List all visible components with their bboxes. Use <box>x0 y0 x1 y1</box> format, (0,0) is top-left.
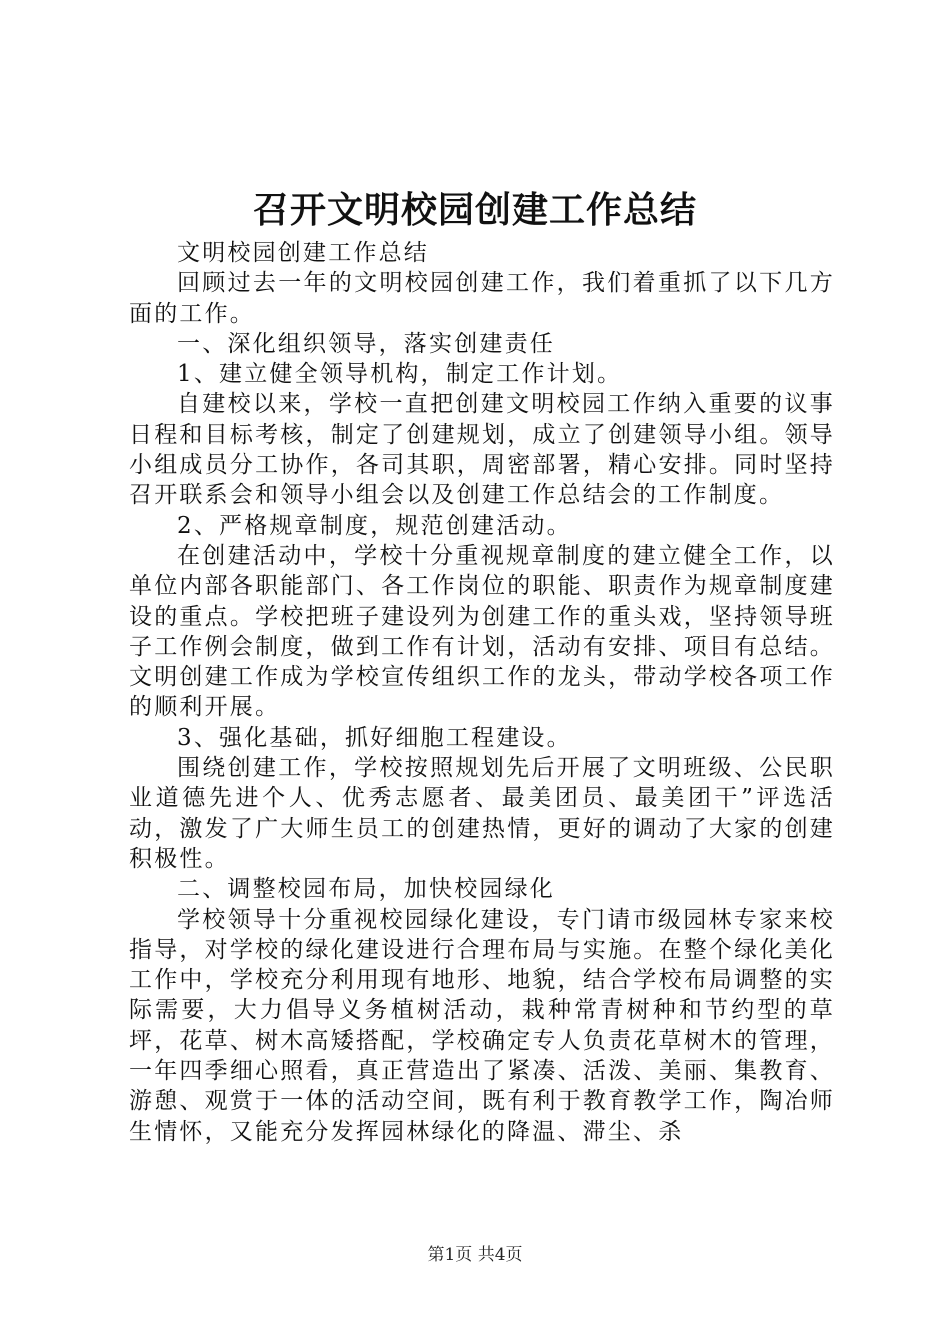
paragraph: 自建校以来，学校一直把创建文明校园工作纳入重要的议事日程和目标考核，制定了创建规划，成立了创建领导小组。领导小组成员分工协作，各司其职，周密部署，精心安排。同时坚持召开联系会和领导小组会以及创建工作总结会的工作制度。 <box>129 391 835 509</box>
paragraph: 围绕创建工作，学校按照规划先后开展了文明班级、公民职业道德先进个人、优秀志愿者、最美团员、最美团干”评选活动，激发了广大师生员工的创建热情，更好的调动了大家的创建积极性。 <box>129 755 835 872</box>
subsection-heading: 2、严格规章制度，规范创建活动。 <box>177 512 572 539</box>
paragraph: 文明校园创建工作总结 <box>177 240 429 266</box>
section-heading: 二、调整校园布局，加快校园绿化 <box>177 876 555 903</box>
paragraph: 学校领导十分重视校园绿化建设，专门请市级园林专家来校指导，对学校的绿化建设进行合理布局与实施。在整个绿化美化工作中，学校充分利用现有地形、地貌，结合学校布局调整的实际需要，大力倡导义务植树活动，栽种常青树种和节约型的草坪，花草、树木高矮搭配，学校确定专人负责花草树木的管理，一年四季细心照看，真正营造出了紧凑、活泼、美丽、集教育、游憩、观赏于一体的活动空间，既有利于教育教学工作，陶冶师生情怀，又能充分发挥园林绿化的降温、滞尘、杀 <box>129 906 835 1145</box>
paragraph: 回顾过去一年的文明校园创建工作，我们着重抓了以下几方面的工作。 <box>129 270 835 327</box>
subsection-heading: 1、建立健全领导机构，制定工作计划。 <box>177 361 623 388</box>
section-heading: 一、深化组织领导，落实创建责任 <box>177 330 555 357</box>
document-body <box>129 238 835 1147</box>
subsection-heading: 3、强化基础，抓好细胞工程建设。 <box>177 724 572 751</box>
paragraph: 在创建活动中，学校十分重视规章制度的建立健全工作，以单位内部各职能部门、各工作岗位的职能、职责作为规章制度建设的重点。学校把班子建设列为创建工作的重头戏，坚持领导班子工作例会制度，做到工作有计划，活动有安排、项目有总结。文明创建工作成为学校宣传组织工作的龙头，带动学校各项工作的顺利开展。 <box>129 542 835 721</box>
page-number-footer: 第1页 共4页 <box>427 1245 523 1265</box>
page-title: 召开文明校园创建工作总结 <box>252 189 697 231</box>
